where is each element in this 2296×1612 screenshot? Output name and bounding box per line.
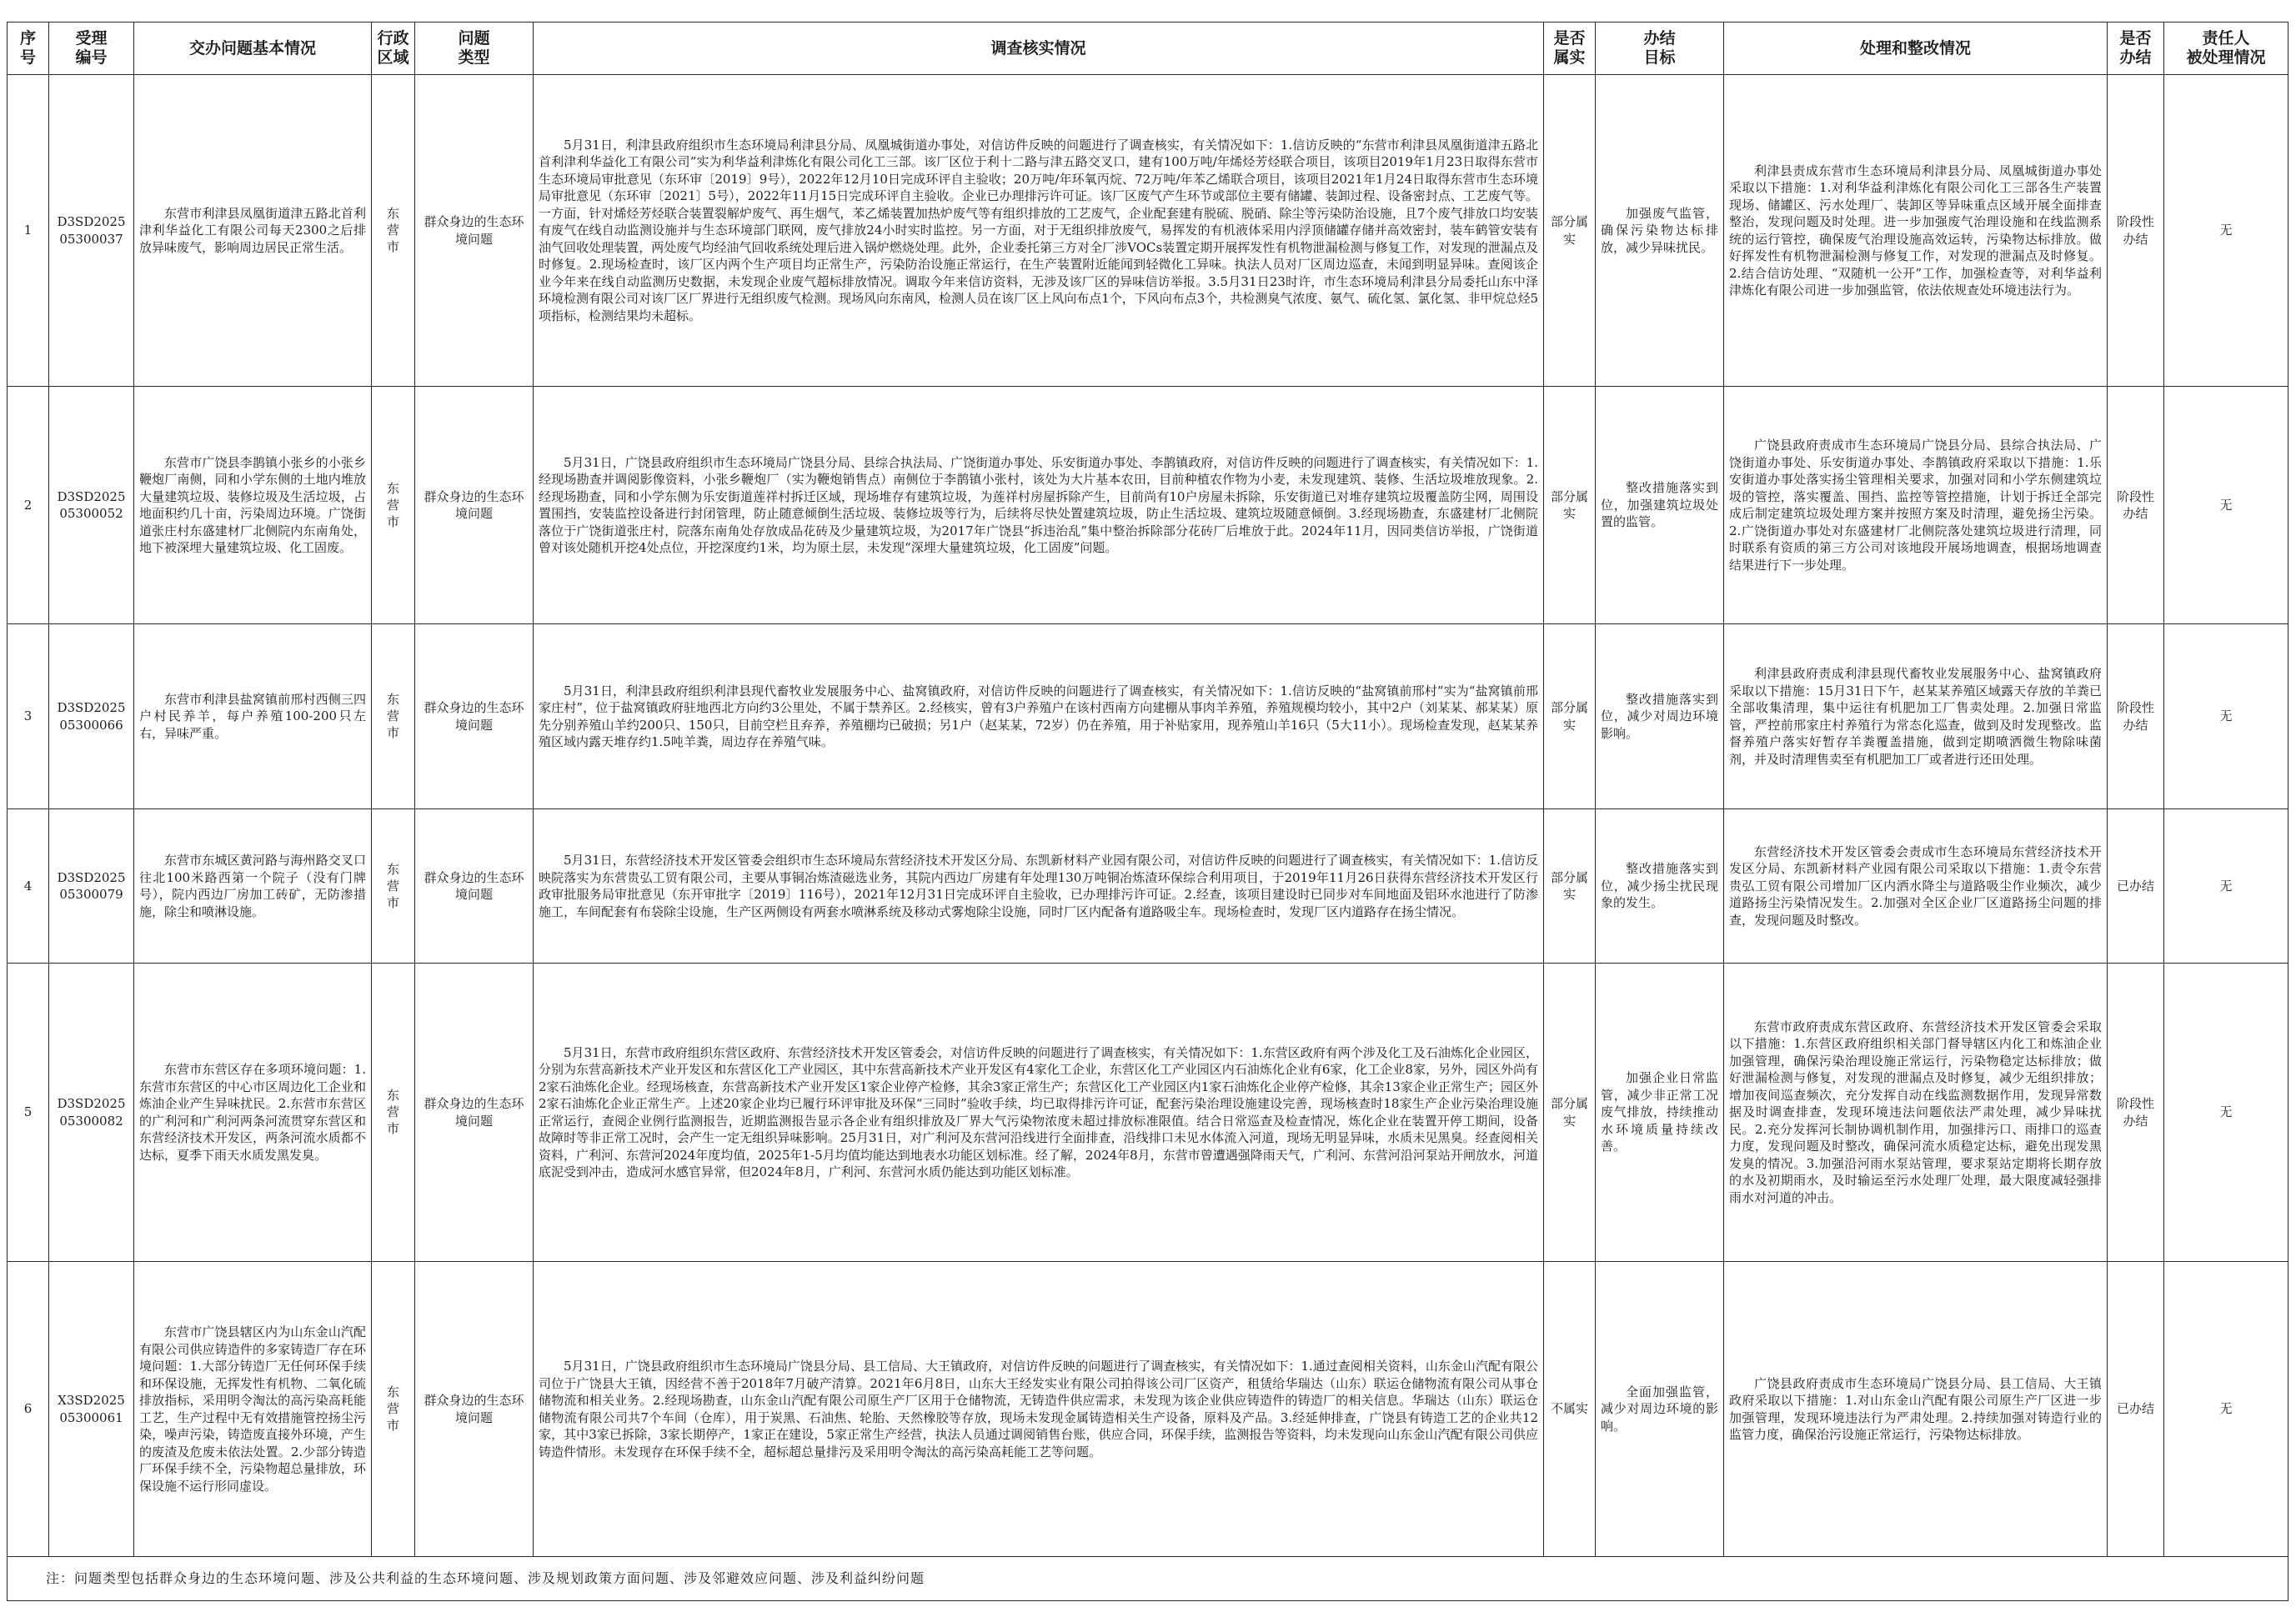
cell-region: 东营市 <box>372 1262 415 1557</box>
header-code: 受理 编号 <box>49 23 134 75</box>
cell-region: 东营市 <box>372 75 415 387</box>
cell-code: D3SD2025 05300082 <box>49 964 134 1262</box>
header-issue: 交办问题基本情况 <box>134 23 372 75</box>
cell-completed: 已办结 <box>2108 809 2164 964</box>
cell-verified: 部分属实 <box>1544 624 1596 809</box>
cell-investigation: 5月31日，广饶县政府组织市生态环境局广饶县分局、县工信局、大王镇政府，对信访件反映的问题进行了调查核实，有关情况如下：1.通过查阅相关资料，山东金山汽配有限公司位于广饶县大王镇，因经营不善于2018年7月破产清算。2021年6月8日，山东大王经发实业有限公司拍得该公司厂区资产，租赁给华瑞达（山东）联运仓储物流有限公司从事仓储物流和相关业务。2.经现场勘查，山东金山汽配有限公司原生产厂区用于仓储物流，无铸造件供应需求，未发现为该企业供应铸造件的铸造厂的相关信息。华瑞达（山东）联运仓储物流有限公司共7个车间（仓库），用于炭黑、石油焦、轮胎、天然橡胶等存放，现场未发现金属铸造相关生产设备，原料及产品。3.经延伸排查，广饶县有铸造工艺的企业共12家，其中3家已拆除，3家长期停产，1家正在建设，5家正常生产经营，执法人员通过调阅销售台账，供应合同，环保手续，监测报告等资料，均未发现向山东金山汽配有限公司供应铸造件情形。未发现存在环保手续不全，超标超总量排污及采用明令淘汰的高污染高耗能工艺等问题。 <box>534 1262 1544 1557</box>
cell-verified: 部分属实 <box>1544 809 1596 964</box>
cell-investigation: 5月31日，利津县政府组织利津县现代畜牧业发展服务中心、盐窝镇政府，对信访件反映的问题进行了调查核实，有关情况如下：1.信访反映的“盐窝镇前邢村”实为“盐窝镇前邢家庄村”，位于盐窝镇政府驻地西北方向约3公里处，不属于禁养区。2.经核实，曾有3户养殖户在该村西南方向建棚从事肉羊养殖，养殖规模均较小，其中2户（刘某某、郝某某）原先分别养殖山羊约200只、150只，目前空栏且弃养，养殖棚均已破损；另1户（赵某某，72岁）仍在养殖，用于补贴家用，现养殖山羊16只（5大11小）。现场检查发现，赵某某养殖区域内露天堆存约1.5吨羊粪，周边存在养殖气味。 <box>534 624 1544 809</box>
cell-punished: 无 <box>2164 624 2288 809</box>
cell-verified: 部分属实 <box>1544 387 1596 624</box>
cell-type: 群众身边的生态环境问题 <box>415 75 534 387</box>
cell-no: 2 <box>8 387 49 624</box>
cell-target: 整改措施落实到位，减少对周边环境影响。 <box>1596 624 1724 809</box>
cell-punished: 无 <box>2164 1262 2288 1557</box>
header-no: 序号 <box>8 23 49 75</box>
cell-investigation: 5月31日，东营经济技术开发区管委会组织市生态环境局东营经济技术开发区分局、东凯新材料产业园有限公司，对信访件反映的问题进行了调查核实，有关情况如下：1.信访反映院落实为东营贵弘工贸有限公司，主要从事铜冶炼渣磁选业务，其院内西边厂房建有年处理130万吨铜冶炼渣环保综合利用项目，于2019年11月26日获得东营经济技术开发区行政审批服务局审批意见（东开审批字〔2019〕116号），2021年12月31日完成环评自主验收，已办理排污许可证。2.经查，该项目建设时已同步对车间地面及铝环水池进行了防渗施工，车间配套有布袋除尘设施，生产区两侧设有两套水喷淋系统及移动式雾炮除尘设施，同时厂区内配备有道路吸尘车。现场检查时，发现厂区内道路存在扬尘情况。 <box>534 809 1544 964</box>
cell-completed: 阶段性办结 <box>2108 387 2164 624</box>
table-row <box>8 75 2288 387</box>
cell-type: 群众身边的生态环境问题 <box>415 1262 534 1557</box>
cell-code: D3SD2025 05300037 <box>49 75 134 387</box>
cell-target: 加强企业日常监管，减少非正常工况废气排放，持续推动水环境质量持续改善。 <box>1596 964 1724 1262</box>
header-completed: 是否 办结 <box>2108 23 2164 75</box>
complaint-table-sheet <box>7 22 2288 1601</box>
cell-region: 东营市 <box>372 964 415 1262</box>
cell-no: 4 <box>8 809 49 964</box>
table-row <box>8 624 2288 809</box>
cell-no: 6 <box>8 1262 49 1557</box>
cell-code: D3SD2025 05300052 <box>49 387 134 624</box>
table-row <box>8 387 2288 624</box>
cell-target: 整改措施落实到位，减少扬尘扰民现象的发生。 <box>1596 809 1724 964</box>
cell-completed: 已办结 <box>2108 1262 2164 1557</box>
cell-handling: 利津县责成东营市生态环境局利津县分局、凤凰城街道办事处采取以下措施：1.对利华益利津炼化有限公司化工三部各生产装置现场、储罐区、污水处理厂、装卸区等异味重点区域开展全面排查整治，发现问题及时处理。进一步加强废气治理设施和在线监测系统的运行管控，确保废气治理设施高效运转，污染物达标排放。做好挥发性有机物泄漏检测与修复工作，对发现的泄漏点及时修复。2.结合信访处理、“双随机一公开”工作，加强检查等，对利华益利津炼化有限公司进一步加强监管，依法依规查处环境违法行为。 <box>1724 75 2108 387</box>
cell-punished: 无 <box>2164 75 2288 387</box>
cell-type: 群众身边的生态环境问题 <box>415 964 534 1262</box>
cell-code: D3SD2025 05300066 <box>49 624 134 809</box>
table-note: 注：问题类型包括群众身边的生态环境问题、涉及公共利益的生态环境问题、涉及规划政策方面问题、涉及邻避效应问题、涉及利益纠纷问题 <box>8 1557 2288 1601</box>
cell-target: 整改措施落实到位，加强建筑垃圾处置的监管。 <box>1596 387 1724 624</box>
header-row <box>8 23 2288 75</box>
header-type: 问题 类型 <box>415 23 534 75</box>
cell-region: 东营市 <box>372 624 415 809</box>
cell-handling: 利津县政府责成利津县现代畜牧业发展服务中心、盐窝镇政府采取以下措施：15月31日下午，赵某某养殖区域露天存放的羊粪已全部收集清理，集中运往有机肥加工厂售卖处理。2.加强日常监管，严控前邢家庄村养殖行为常态化巡查，做到及时发现整改。监督养殖户落实好暂存羊粪覆盖措施，做到定期喷洒微生物除味菌剂，并及时清理售卖至有机肥加工厂或者进行还田处理。 <box>1724 624 2108 809</box>
cell-issue: 东营市东城区黄河路与海州路交叉口往北100米路西第一个院子（没有门牌号），院内西边厂房加工砖矿，无防渗措施，除尘和喷淋设施。 <box>134 809 372 964</box>
header-target: 办结 目标 <box>1596 23 1724 75</box>
cell-investigation: 5月31日，利津县政府组织市生态环境局利津县分局、凤凰城街道办事处，对信访件反映的问题进行了调查核实，有关情况如下：1.信访反映的“东营市利津县凤凰街道津五路北首利津利华益化工有限公司”实为利华益利津炼化有限公司化工三部。该厂区位于利十二路与津五路交叉口，建有100万吨/年烯烃芳烃联合项目，该项目2019年1月23日取得东营市生态环境局审批意见（东环审〔2019〕9号），2022年12月10日完成环评自主验收；20万吨/年环氧丙烷、72万吨/年苯乙烯联合项目，该项目2021年1月24日取得东营市生态环境局审批意见（东环审〔2021〕5号），2022年11月15日完成环评自主验收。企业已办理排污许可证。该厂区废气产生环节或部位主要有储罐、装卸过程、设备密封点、工艺废气等。一方面，针对烯烃芳烃联合装置裂解炉废气、再生烟气，苯乙烯装置加热炉废气等有组织排放的工艺废气，企业配套建有脱硫、脱硝、除尘等污染防治设施，且7个废气排放口均安装有废气在线自动监测设施并与生态环境部门联网，废气排放24小时实时监控。另一方面，对于无组织排放废气，易挥发的有机液体采用内浮顶储罐存储并高效密封，装车鹤管安装有油气回收处理装置，两处废气均经油气回收系统处理后进入锅炉燃烧处理。此外，企业委托第三方对全厂涉VOCs装置定期开展挥发性有机物泄漏检测与修复工作，对发现的泄漏点及时修复。2.现场检查时，该厂区内两个生产项目均正常生产，污染防治设施正常运行，在生产装置附近能闻到轻微化工异味。执法人员对厂区周边巡查，未闻到明显异味。查阅该企业今年来在线自动监测历史数据，未发现企业废气超标排放情况。调取今年来信访资料，无涉及该厂区的异味信访举报。3.5月31日23时许，市生态环境局利津县分局委托山东中泽环境检测有限公司对该厂区厂界进行无组织废气检测。现场风向东南风，检测人员在该厂区上风向布点1个，下风向布点3个，共检测臭气浓度、氨气、硫化氢、氯化氢、非甲烷总烃5项指标，检测结果均未超标。 <box>534 75 1544 387</box>
header-handling: 处理和整改情况 <box>1724 23 2108 75</box>
cell-issue: 东营市利津县盐窝镇前邢村西侧三四户村民养羊，每户养殖100-200只左右，异味严重。 <box>134 624 372 809</box>
cell-punished: 无 <box>2164 964 2288 1262</box>
cell-no: 1 <box>8 75 49 387</box>
cell-type: 群众身边的生态环境问题 <box>415 809 534 964</box>
cell-punished: 无 <box>2164 387 2288 624</box>
cell-issue: 东营市东营区存在多项环境问题：1.东营市东营区的中心市区周边化工企业和炼油企业产生异味扰民。2.东营市东营区的广利河和广利河两条河流贯穿东营区和东营经济技术开发区，两条河流水质都不达标，夏季下雨天水质发黑发臭。 <box>134 964 372 1262</box>
cell-handling: 广饶县政府责成市生态环境局广饶县分局、县综合执法局、广饶街道办事处、乐安街道办事处、李鹊镇政府采取以下措施：1.乐安街道办事处落实扬尘管理相关要求，加强对同和小学东侧建筑垃圾的管控，落实覆盖、围挡、监控等管控措施，计划于拆迁全部完成后制定建筑垃圾处理方案并按照方案及时清理，避免扬尘污染。2.广饶街道办事处对东盛建材厂北侧院落处建筑垃圾进行清理，同时联系有资质的第三方公司对该地段开展场地调查，根据场地调查结果进行下一步处理。 <box>1724 387 2108 624</box>
cell-issue: 东营市利津县凤凰街道津五路北首利津利华益化工有限公司每天2300之后排放异味废气，影响周边居民正常生活。 <box>134 75 372 387</box>
cell-completed: 阶段性办结 <box>2108 964 2164 1262</box>
cell-completed: 阶段性办结 <box>2108 75 2164 387</box>
table-row <box>8 964 2288 1262</box>
note-row <box>8 1557 2288 1601</box>
cell-verified: 不属实 <box>1544 1262 1596 1557</box>
cell-handling: 东营市政府责成东营区政府、东营经济技术开发区管委会采取以下措施：1.东营区政府组织相关部门督导辖区内化工和炼油企业加强管理，确保污染治理设施正常运行，污染物稳定达标排放；做好泄漏检测与修复，对发现的泄漏点及时修复，减少无组织排放；增加夜间巡查频次，充分发挥自动在线监测数据作用，发现异常数据及时调查排查，发现环境违法问题依法严肃处理，减少异味扰民。2.充分发挥河长制协调机制作用，加强排污口、雨排口的巡查力度，发现问题及时整改，确保河流水质稳定达标，避免出现发黑发臭的情况。3.加强沿河雨水泵站管理，要求泵站定期将长期存放的水及初期雨水，及时输运至污水处理厂处理，最大限度减轻强排雨水对河道的冲击。 <box>1724 964 2108 1262</box>
header-investigation: 调查核实情况 <box>534 23 1544 75</box>
cell-issue: 东营市广饶县李鹊镇小张乡的小张乡鞭炮厂南侧，同和小学东侧的土地内堆放大量建筑垃圾、装修垃圾及生活垃圾，占地面积约几十亩，污染周边环境。广饶街道张庄村东盛建材厂北侧院内东南角处，地下被深埋大量建筑垃圾、化工固废。 <box>134 387 372 624</box>
cell-region: 东营市 <box>372 809 415 964</box>
cell-investigation: 5月31日，广饶县政府组织市生态环境局广饶县分局、县综合执法局、广饶街道办事处、乐安街道办事处、李鹊镇政府，对信访件反映的问题进行了调查核实，有关情况如下：1.经现场勘查并调阅影像资料，小张乡鞭炮厂（实为鞭炮销售点）南侧位于李鹊镇小张村，该处为大片基本农田，目前种植农作物为小麦，未发现建筑、装修、生活垃圾堆放现象。2.经现场勘查，同和小学东侧为乐安街道莲祥村拆迁区域，现场堆存有建筑垃圾，为莲祥村房屋拆除产生，目前尚有10户房屋未拆除，乐安街道已对堆存建筑垃圾覆盖防尘网，周围设置围挡，安装监控设备进行封闭管理，防止随意倾倒生活垃圾、装修垃圾等行为，后续将尽快处置建筑垃圾，防止生活垃圾、建筑垃圾随意倾倒。3.经现场勘查，东盛建材厂北侧院落位于广饶街道张庄村，院落东南角处存放成品花砖及少量建筑垃圾，为2017年广饶县“拆违治乱”集中整治拆除部分花砖厂后堆放于此。2024年11月，因同类信访举报，广饶街道曾对该处随机开挖4处点位，开挖深度约1米，均为原土层，未发现“深埋大量建筑垃圾，化工固废”问题。 <box>534 387 1544 624</box>
cell-type: 群众身边的生态环境问题 <box>415 624 534 809</box>
complaint-table <box>7 22 2288 1601</box>
cell-verified: 部分属实 <box>1544 75 1596 387</box>
cell-region: 东营市 <box>372 387 415 624</box>
cell-issue: 东营市广饶县辖区内为山东金山汽配有限公司供应铸造件的多家铸造厂存在环境问题：1.大部分铸造厂无任何环保手续和环保设施，无挥发性有机物、二氧化硫排放指标，采用明令淘汰的高污染高耗能工艺，生产过程中无有效措施管控扬尘污染，噪声污染，铸造废直接外环境，产生的废渣及危废未依法处置。2.少部分铸造厂环保手续不全，污染物超总量排放，环保设施不运行形同虚设。 <box>134 1262 372 1557</box>
cell-punished: 无 <box>2164 809 2288 964</box>
cell-type: 群众身边的生态环境问题 <box>415 387 534 624</box>
table-row <box>8 1262 2288 1557</box>
cell-completed: 阶段性办结 <box>2108 624 2164 809</box>
cell-verified: 部分属实 <box>1544 964 1596 1262</box>
header-punished: 责任人 被处理情况 <box>2164 23 2288 75</box>
header-verified: 是否 属实 <box>1544 23 1596 75</box>
cell-no: 3 <box>8 624 49 809</box>
cell-investigation: 5月31日，东营市政府组织东营区政府、东营经济技术开发区管委会，对信访件反映的问题进行了调查核实，有关情况如下：1.东营区政府有两个涉及化工及石油炼化企业园区，分别为东营高新技术产业开发区和东营区化工产业园区，其中东营高新技术产业开发区有4家化工企业，东营区化工产业园区内石油炼化企业有6家，化工企业8家，另外，园区外尚有2家石油炼化企业。经现场核查，东营高新技术产业开发区1家企业停产检修，其余3家正常生产；东营区化工产业园区内1家石油炼化企业停产检修，其余13家企业正常生产；园区外2家石油炼化企业正常生产。上述20家企业均已履行环评审批及环保“三同时”验收手续，均已取得排污许可证，配套污染治理设施建设完善，现场核查时18家生产企业污染治理设施正常运行，查阅企业例行监测报告，近期监测报告显示各企业有组织排放及厂界大气污染物浓度未超过排放标准限值。结合日常巡查及检查情况，炼化企业在装置开停工期间，设备故障时等非正常工况时，会产生一定无组织异味影响。25月31日，对广利河及东营河沿线进行全面排查，沿线排口未见水体流入河道，现场无明显异味，水质未见黑臭。经查阅相关资料，广利河、东营河2024年度均值，2025年1-5月均值均能达到地表水功能区划标准。经了解，2024年8月，东营市曾遭遇强降雨天气，广利河、东营河沿河泵站开闸放水，河道底泥受到冲击，造成河水感官异常，但2024年8月，广利河、东营河水质仍能达到功能区划标准。 <box>534 964 1544 1262</box>
cell-handling: 东营经济技术开发区管委会责成市生态环境局东营经济技术开发区分局、东凯新材料产业园有限公司采取以下措施：1.责令东营贵弘工贸有限公司增加厂区内洒水降尘与道路吸尘作业频次，减少道路扬尘污染情况发生。2.加强对全区企业厂区道路扬尘问题的排查，发现问题及时整改。 <box>1724 809 2108 964</box>
cell-code: X3SD2025 05300061 <box>49 1262 134 1557</box>
header-region: 行政 区域 <box>372 23 415 75</box>
cell-handling: 广饶县政府责成市生态环境局广饶县分局、县工信局、大王镇政府采取以下措施：1.对山东金山汽配有限公司原生产厂区进一步加强管理，发现环境违法行为严肃处理。2.持续加强对铸造行业的监管力度，确保治污设施正常运行，污染物达标排放。 <box>1724 1262 2108 1557</box>
table-row <box>8 809 2288 964</box>
cell-no: 5 <box>8 964 49 1262</box>
cell-target: 加强废气监管，确保污染物达标排放，减少异味扰民。 <box>1596 75 1724 387</box>
cell-target: 全面加强监管，减少对周边环境的影响。 <box>1596 1262 1724 1557</box>
cell-code: D3SD2025 05300079 <box>49 809 134 964</box>
